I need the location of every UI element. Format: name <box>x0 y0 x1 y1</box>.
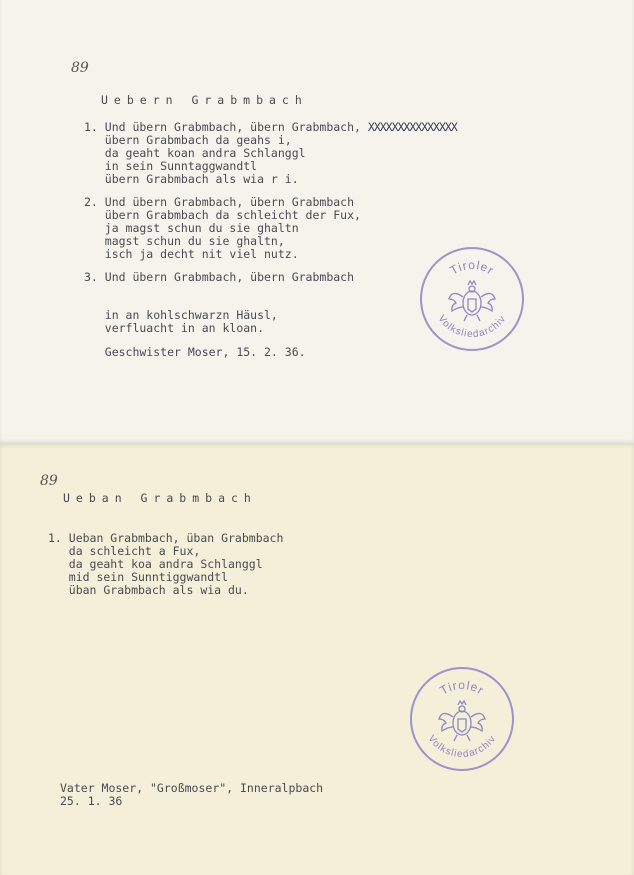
verse-1-line: 1. Und übern Grabmbach, übern Grabmbach, <box>84 120 361 134</box>
verse-2-line: magst schun du sie ghaltn, <box>84 234 285 248</box>
verse-3-line: in an kohlschwarzn Häusl, <box>84 308 278 322</box>
bottom-sheet <box>0 443 634 875</box>
page-number: 89 <box>40 473 58 489</box>
archive-stamp <box>410 667 514 771</box>
verse-1-line: da geaht koan andra Schlanggl <box>84 146 306 160</box>
verse-3-line: 3. Und übern Grabmbach, übern Grabmbach <box>84 270 355 284</box>
verse-1-line: übern Grabmbach da geahs i, <box>84 133 292 147</box>
verse-1-line: in sein Sunntaggwandtl <box>84 159 258 173</box>
source-attribution: Vater Moser, "Großmoser", Inneralpbach <box>60 781 324 795</box>
verse-1-line: üban Grabmbach als wia du. <box>48 583 249 597</box>
svg-text:Tiroler: Tiroler <box>437 677 487 698</box>
eagle-seal-icon <box>422 249 522 349</box>
song-title: Ueban Grabmbach <box>63 491 257 505</box>
struck-out-text: XXXXXXXXXXXXXXX <box>367 120 457 134</box>
eagle-seal-icon <box>412 669 512 769</box>
source-date: 25. 1. 36 <box>60 794 123 808</box>
verse-2-line: übern Grabmbach da schleicht der Fux, <box>84 208 361 222</box>
source-attribution: Geschwister Moser, 15. 2. 36. <box>84 345 306 359</box>
song-title: Uebern Grabmbach <box>101 93 308 107</box>
verse-1-line: 1. Ueban Grabmbach, üban Grabmbach <box>48 531 284 545</box>
svg-text:Volksliedarchiv: Volksliedarchiv <box>435 313 509 341</box>
archive-stamp <box>420 247 524 351</box>
svg-text:Volksliedarchiv: Volksliedarchiv <box>425 733 499 761</box>
verse-2-line: ja magst schun du sie ghaltn <box>84 221 299 235</box>
verse-2-line: isch ja decht nit viel nutz. <box>84 247 299 261</box>
verse-2-line: 2. Und übern Grabmbach, übern Grabmbach <box>84 195 355 209</box>
verse-1-line: mid sein Sunntiggwandtl <box>48 570 229 584</box>
page-number: 89 <box>71 60 89 76</box>
verse-1-line: da schleicht a Fux, <box>48 544 201 558</box>
svg-text:Tiroler: Tiroler <box>447 257 497 278</box>
verse-1-line: da geaht koa andra Schlanggl <box>48 557 263 571</box>
verse-1-line: übern Grabmbach als wia r i. <box>84 172 299 186</box>
verse-3-line: verfluacht in an kloan. <box>84 321 265 335</box>
